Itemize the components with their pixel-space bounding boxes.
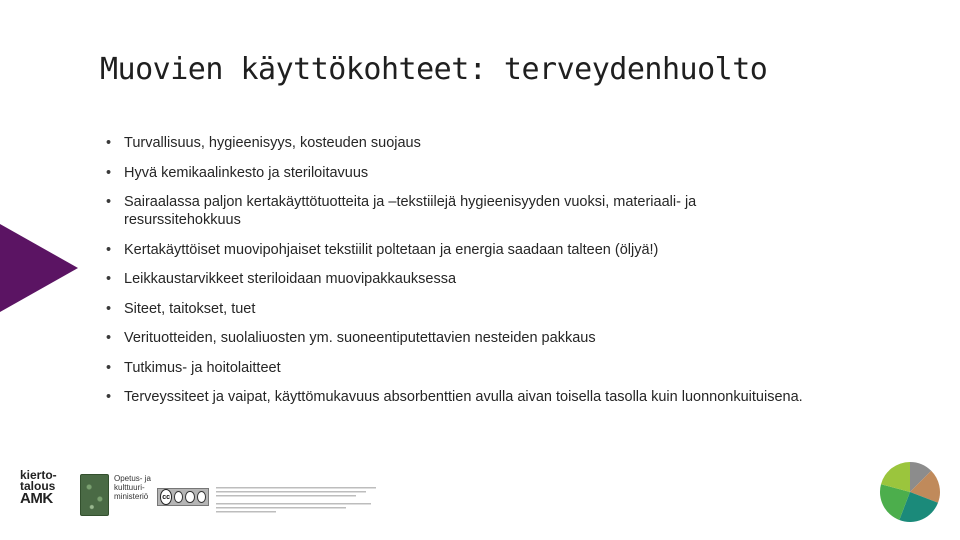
bullet-item: • Leikkaustarvikkeet steriloidaan muovipakkauksessa <box>106 270 806 288</box>
by-icon <box>174 491 183 503</box>
logo-line: AMK <box>20 490 53 507</box>
bullet-item: • Siteet, taitokset, tuet <box>106 300 806 318</box>
bullet-list <box>106 134 806 418</box>
logo-line: kierto- <box>20 468 57 482</box>
bullet-item: • Verituotteiden, suolaliuosten ym. suoneentiputettavien nesteiden pakkaus <box>106 329 806 347</box>
logo-line: ministeriö <box>114 492 149 501</box>
nc-icon <box>185 491 194 503</box>
logo-line: kulttuuri- <box>114 483 145 492</box>
license-fine-print <box>216 486 386 518</box>
bullet-item: • Kertakäyttöiset muovipohjaiset tekstiilit poltetaan ja energia saadaan talteen (öljyä!) <box>106 241 806 259</box>
logo-line: talous <box>20 479 56 493</box>
sa-icon <box>197 491 206 503</box>
accent-triangle <box>0 224 78 312</box>
kiertotalous-amk-logo <box>20 470 70 506</box>
bullet-item: • Sairaalassa paljon kertakäyttötuotteita ja –tekstiilejä hygieenisyyden vuoksi, materiaali- ja resurssitehokkuus <box>106 193 806 229</box>
bullet-item: • Tutkimus- ja hoitolaitteet <box>106 359 806 377</box>
license-text-lines <box>216 486 381 516</box>
bullet-item: • Hyvä kemikaalinkesto ja steriloitavuus <box>106 164 806 182</box>
cc-icon: cc <box>160 489 172 505</box>
decorative-pie-icon <box>878 460 942 524</box>
slide-title: Muovien käyttökohteet: terveydenhuolto <box>100 52 768 87</box>
bullet-item: • Turvallisuus, hygieenisyys, kosteuden suojaus <box>106 134 806 152</box>
creative-commons-badge <box>157 488 209 506</box>
bullet-item: • Terveyssiteet ja vaipat, käyttömukavuus absorbenttien avulla aivan toisella tasolla kuin luonnonkuituisena. <box>106 388 806 406</box>
logo-line: Opetus- ja <box>114 474 151 483</box>
ministry-seal-icon <box>80 474 109 516</box>
